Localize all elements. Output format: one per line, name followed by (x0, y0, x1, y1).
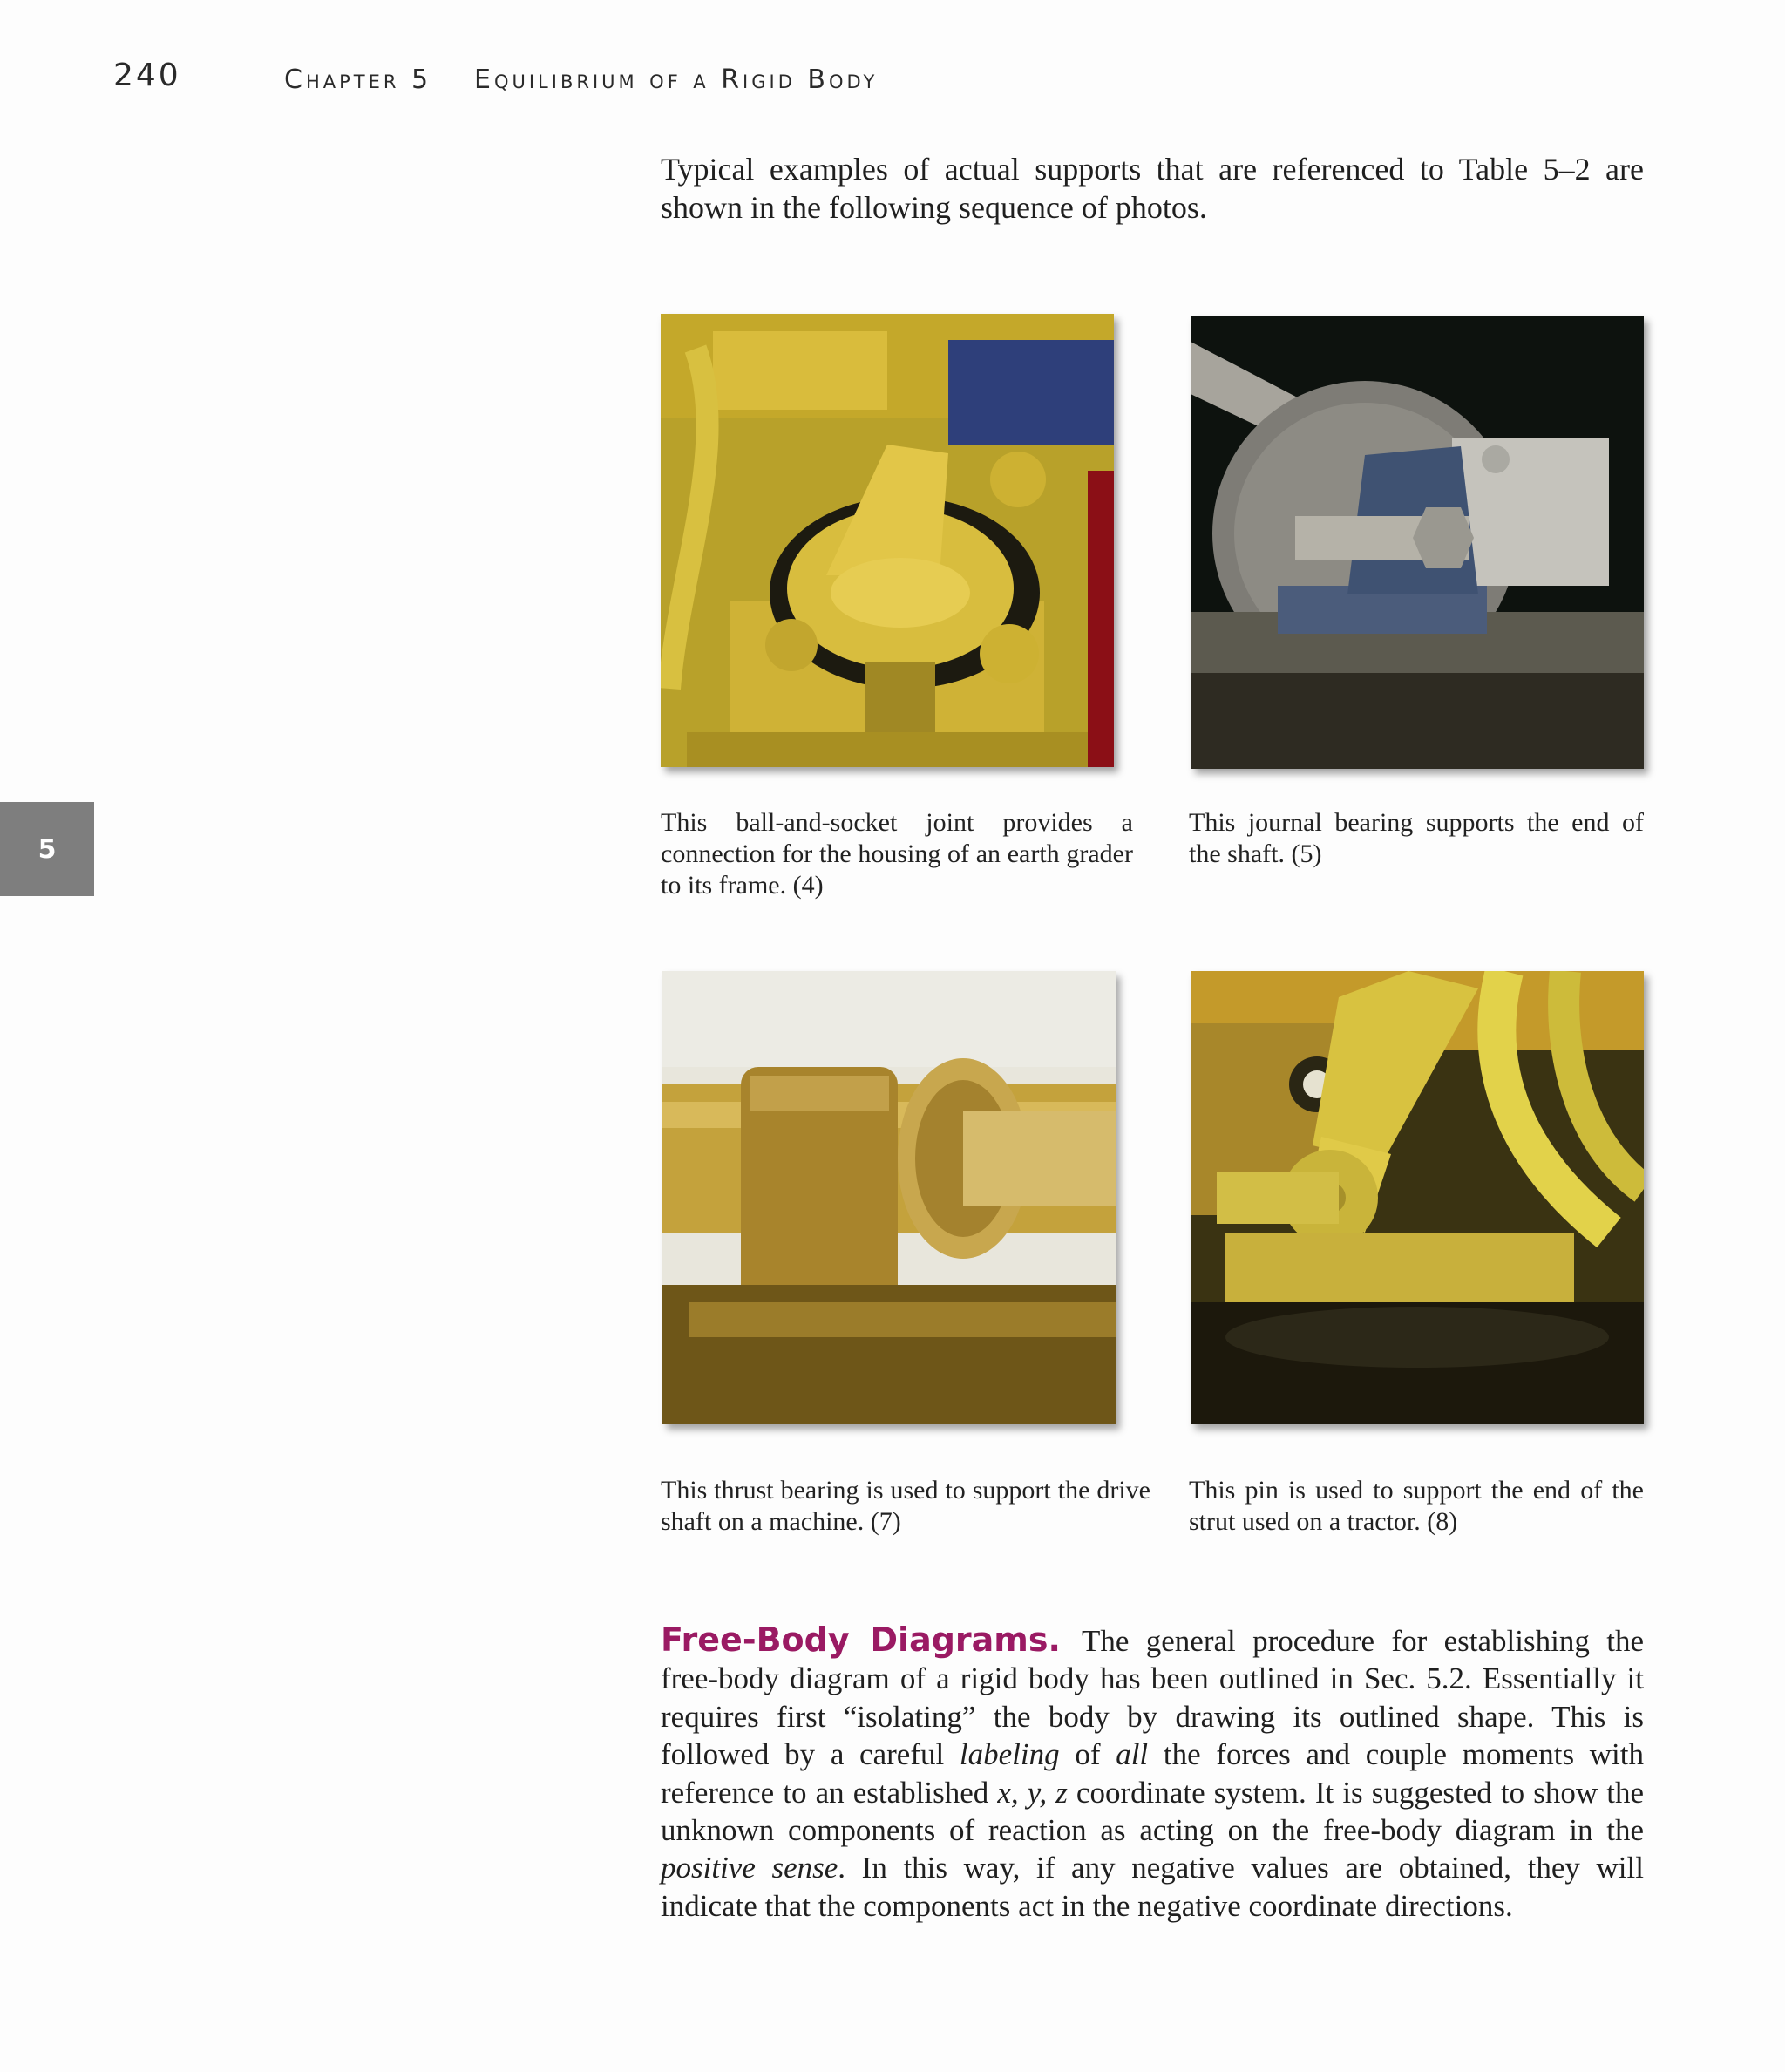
body-text-run: of (1059, 1737, 1116, 1772)
emphasis-all: all (1116, 1737, 1149, 1772)
journal-bearing-photo (1191, 316, 1644, 769)
body-text-run: coordinate system. It is suggested to show the unknown components of reaction as acting on the free-body diagram in the (661, 1775, 1644, 1848)
chapter-title: Equilibrium of a Rigid Body (474, 65, 879, 95)
photo-caption: This ball-and-socket joint provides a connection for the housing of an earth grader to its frame. (4) (661, 808, 1133, 900)
free-body-diagrams-paragraph (661, 1621, 1644, 1925)
page-number: 240 (113, 58, 181, 93)
body-text-run: . In this way, if any negative values are obtained, they will indicate that the components act in the negative coordinate directions. (661, 1851, 1644, 1923)
photo-caption: This journal bearing supports the end of the shaft. (5) (1189, 808, 1644, 868)
emphasis-coordinates: x, y, z (997, 1775, 1068, 1810)
body-text-run: The general procedure for establishing the free-body diagram of a rigid body has been outlined in Sec. 5.2. Essentially it requires first “isolating” the body by drawing its outlined shape. This is followed by a careful (661, 1624, 1644, 1772)
chapter-label: Chapter 5 (284, 65, 432, 95)
chapter-tab: 5 (0, 802, 94, 896)
pin-support-photo (1191, 971, 1644, 1424)
ball-socket-joint-photo (661, 314, 1114, 767)
thrust-bearing-photo (662, 971, 1116, 1424)
body-text-run: the forces and couple moments with reference to an established (661, 1737, 1644, 1810)
photo-caption: This pin is used to support the end of the strut used on a tractor. (8) (1189, 1476, 1644, 1536)
emphasis-positive-sense: positive sense (661, 1851, 838, 1885)
photo-caption: This thrust bearing is used to support the drive shaft on a machine. (7) (661, 1476, 1150, 1536)
section-heading: Free-Body Diagrams. (661, 1620, 1061, 1659)
emphasis-labeling: labeling (959, 1737, 1060, 1772)
running-head (0, 58, 1785, 101)
intro-paragraph: Typical examples of actual supports that are referenced to Table 5–2 are shown in the following sequence of photos. (661, 152, 1644, 225)
